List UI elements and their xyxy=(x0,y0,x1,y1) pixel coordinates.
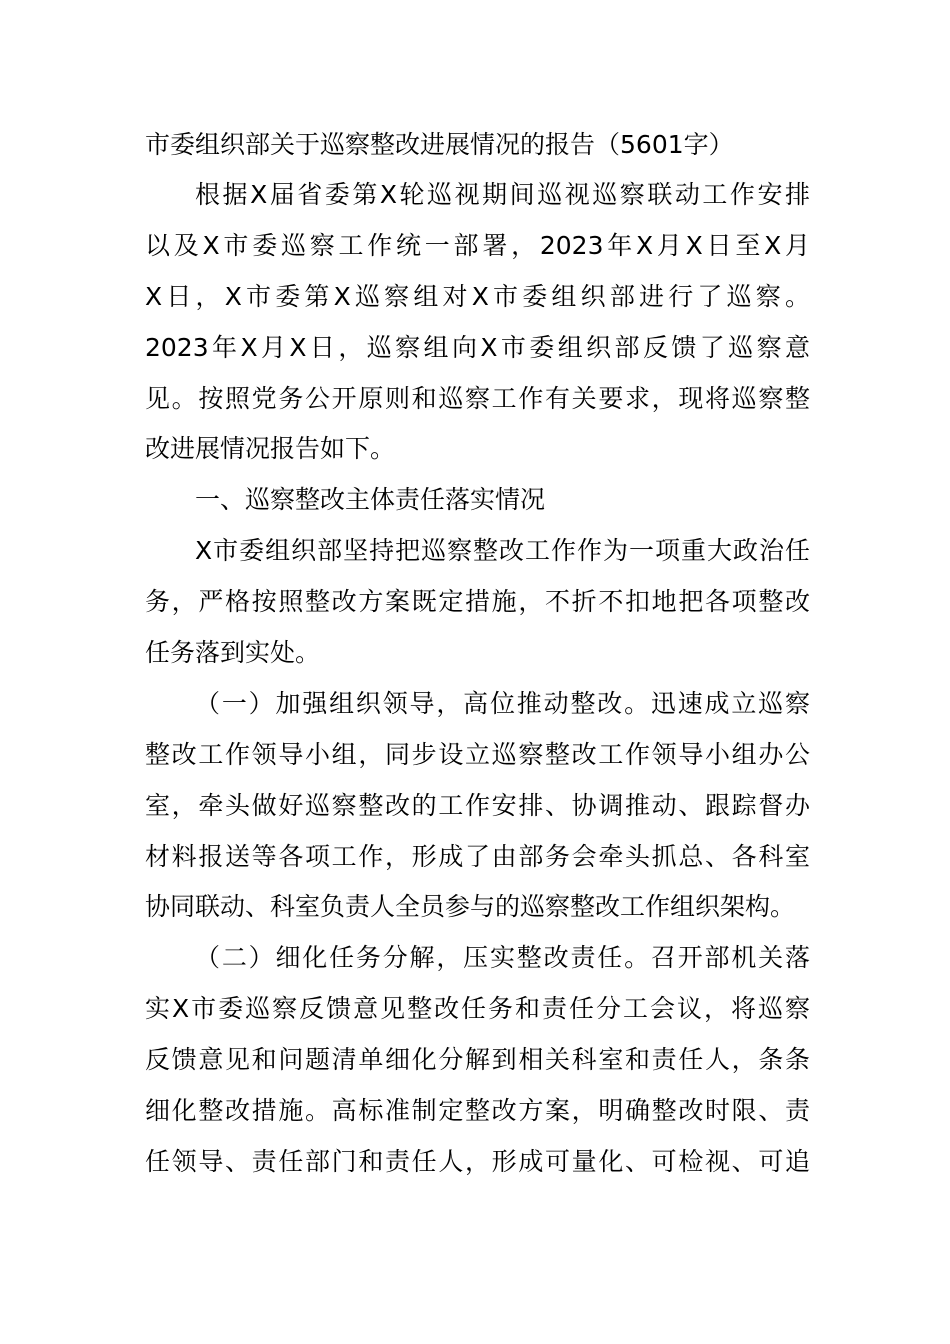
text-line: 2023年X月X日，巡察组向X市委组织部反馈了巡察意 xyxy=(145,332,810,362)
text-line: X日，X市委第X巡察组对X市委组织部进行了巡察。 xyxy=(145,281,810,311)
document-body xyxy=(145,170,810,1188)
text-line: 实X市委巡察反馈意见整改任务和责任分工会议，将巡察 xyxy=(145,994,810,1024)
text-line: 根据X届省委第X轮巡视期间巡视巡察联动工作安排 xyxy=(195,180,810,209)
text-line: 以及X市委巡察工作统一部署，2023年X月X日至X月 xyxy=(145,230,810,260)
text-line: 任领导、责任部门和责任人，形成可量化、可检视、可追 xyxy=(145,1146,810,1176)
text-line: X市委组织部坚持把巡察整改工作作为一项重大政治任 xyxy=(195,536,810,566)
text-line: 协同联动、科室负责人全员参与的巡察整改工作组织架构。 xyxy=(145,892,796,922)
text-line: （二）细化任务分解，压实整改责任。召开部机关落 xyxy=(195,943,810,973)
text-line: 一、巡察整改主体责任落实情况 xyxy=(195,485,546,515)
text-line: 反馈意见和问题清单细化分解到相关科室和责任人，条条 xyxy=(145,1045,810,1075)
text-line: 材料报送等各项工作，形成了由部务会牵头抓总、各科室 xyxy=(145,841,810,871)
document-title: 市委组织部关于巡察整改进展情况的报告（5601字） xyxy=(145,130,734,159)
text-line: 任务落到实处。 xyxy=(145,638,321,668)
text-line: 务，严格按照整改方案既定措施，不折不扣地把各项整改 xyxy=(145,587,810,617)
text-line: 改进展情况报告如下。 xyxy=(145,434,396,464)
text-line: 整改工作领导小组，同步设立巡察整改工作领导小组办公 xyxy=(145,739,810,769)
text-line: 细化整改措施。高标准制定整改方案，明确整改时限、责 xyxy=(145,1096,810,1126)
text-line: （一）加强组织领导，高位推动整改。迅速成立巡察 xyxy=(195,688,810,718)
text-line: 见。按照党务公开原则和巡察工作有关要求，现将巡察整 xyxy=(145,383,810,413)
text-line: 室，牵头做好巡察整改的工作安排、协调推动、跟踪督办 xyxy=(145,790,810,820)
